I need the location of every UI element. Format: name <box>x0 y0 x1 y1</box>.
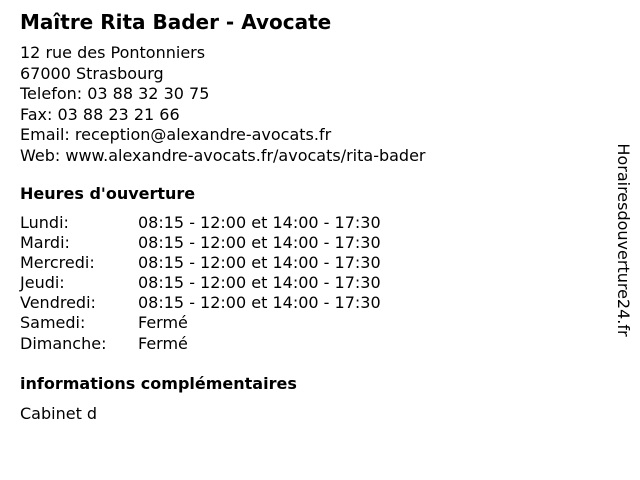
day-label: Mardi: <box>20 233 70 253</box>
hours-row-jeudi <box>20 273 381 293</box>
fax-number: Fax: 03 88 23 21 66 <box>20 104 180 124</box>
hours-row-dimanche <box>20 334 381 354</box>
page-title: Maître Rita Bader - Avocate <box>20 10 332 34</box>
day-label: Jeudi: <box>20 273 65 293</box>
hours-row-samedi <box>20 313 381 333</box>
address-street: 12 rue des Pontonniers <box>20 43 206 62</box>
day-hours: 08:15 - 12:00 et 14:00 - 17:30 <box>138 253 381 273</box>
day-label: Lundi: <box>20 213 69 232</box>
day-label: Mercredi: <box>20 253 95 273</box>
website-address: Web: www.alexandre-avocats.fr/avocats/rita-bader <box>20 145 426 165</box>
email-address: Email: reception@alexandre-avocats.fr <box>20 125 332 144</box>
day-hours: 08:15 - 12:00 et 14:00 - 17:30 <box>138 213 381 232</box>
hours-row-lundi <box>20 213 381 233</box>
hours-table <box>20 213 381 354</box>
info-heading: informations complémentaires <box>20 374 297 393</box>
site-watermark: Horairesdouverture24.fr <box>614 143 633 337</box>
hours-row-vendredi <box>20 293 381 313</box>
hours-heading: Heures d'ouverture <box>20 184 196 203</box>
day-hours: Fermé <box>138 313 188 333</box>
day-label: Vendredi: <box>20 293 96 313</box>
address-city: 67000 Strasbourg <box>20 63 164 83</box>
hours-row-mercredi <box>20 253 381 273</box>
day-hours: Fermé <box>138 333 188 353</box>
info-text: Cabinet d <box>20 404 98 423</box>
day-label: Dimanche: <box>20 333 107 353</box>
day-label: Samedi: <box>20 313 86 333</box>
day-hours: 08:15 - 12:00 et 14:00 - 17:30 <box>138 273 381 293</box>
contact-block <box>20 43 426 166</box>
hours-row-mardi <box>20 233 381 253</box>
day-hours: 08:15 - 12:00 et 14:00 - 17:30 <box>138 233 381 253</box>
phone-number: Telefon: 03 88 32 30 75 <box>20 84 210 103</box>
day-hours: 08:15 - 12:00 et 14:00 - 17:30 <box>138 293 381 313</box>
